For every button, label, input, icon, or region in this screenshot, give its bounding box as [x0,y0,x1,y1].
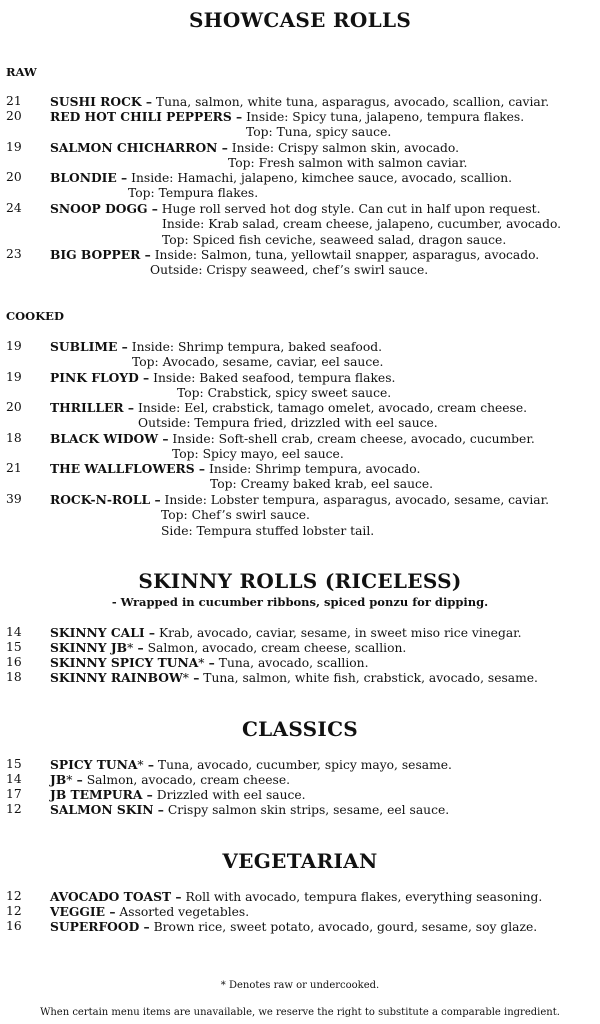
item-description-line: Top: Chef’s swirl sauce. [161,508,310,523]
item-name: THRILLER – [50,400,135,415]
item-description: Inside: Shrimp tempura, baked seafood. [127,340,383,354]
item-name: SUBLIME – [50,339,128,354]
raw-asterisk: * [198,656,205,670]
item-description: Brown rice, sweet potato, avocado, gourd, sesame, soy glaze. [149,920,538,934]
subhead-raw: RAW [6,65,37,79]
item-name: SALMON CHICHARRON – [50,140,228,155]
substitution-disclaimer: When certain menu items are unavailable, we reserve the right to substitute a comparable ingredient. [40,1007,560,1018]
item-name-dash: – [204,655,215,670]
item-description: Inside: Shrimp tempura, avocado. [205,462,421,476]
section-title-showcase-rolls: SHOWCASE ROLLS [188,8,412,32]
raw-disclaimer: * Denotes raw or undercooked. [220,980,380,991]
item-price: 19 [6,370,22,384]
item-name: JB TEMPURA – [50,787,153,802]
item-description: Tuna, salmon, white tuna, asparagus, avocado, scallion, caviar. [151,95,550,109]
item-description: Salmon, avocado, cream cheese, scallion. [143,641,407,655]
item-price: 20 [6,400,22,414]
item-name: BLONDIE – [50,170,128,185]
item-price: 12 [6,802,22,816]
subhead-cooked: COOKED [6,309,64,323]
item-price: 12 [6,904,22,918]
item-name: SKINNY CALI – [50,625,156,640]
item-description: Inside: Lobster tempura, asparagus, avocado, sesame, caviar. [160,493,550,507]
item-description-line: Top: Avocado, sesame, caviar, eel sauce. [132,355,384,370]
raw-asterisk: * [182,671,189,685]
item-name: AVOCADO TOAST – [50,889,182,904]
item-description: Inside: Spicy tuna, jalapeno, tempura flakes. [242,110,525,124]
item-name: SALMON SKIN – [50,802,164,817]
item-price: 17 [6,787,22,801]
item-description-line: Top: Creamy baked krab, eel sauce. [210,477,434,492]
item-name: THE WALLFLOWERS – [50,461,206,476]
item-price: 16 [6,919,22,933]
item-description: Inside: Eel, crabstick, tamago omelet, avocado, cream cheese. [134,401,528,415]
item-description: Inside: Crispy salmon skin, avocado. [227,141,459,155]
item-price: 39 [6,492,22,506]
item-name-dash: – [72,772,83,787]
item-description-line: Top: Tempura flakes. [128,186,259,201]
item-price: 15 [6,640,22,654]
item-description-line: Inside: Krab salad, cream cheese, jalapeno, cucumber, avocado. [162,217,562,232]
raw-asterisk: * [66,773,73,787]
item-description: Salmon, avocado, cream cheese. [82,773,291,787]
item-name: PINK FLOYD – [50,370,150,385]
item-price: 20 [6,109,22,123]
item-name: JB [50,772,67,787]
item-description-line: Top: Spiced fish ceviche, seaweed salad, dragon sauce. [162,232,507,247]
item-description: Assorted vegetables. [115,905,250,919]
section-title-skinny-rolls: SKINNY ROLLS (RICELESS) [138,569,462,593]
item-description: Inside: Baked seafood, tempura flakes. [149,371,396,385]
raw-asterisk: * [137,758,144,772]
item-price: 20 [6,170,22,184]
item-description: Inside: Soft-shell crab, cream cheese, avocado, cucumber. [168,432,535,446]
item-price: 24 [6,201,22,215]
item-description: Tuna, avocado, scallion. [214,656,369,670]
skinny-rolls-note: - Wrapped in cucumber ribbons, spiced ponzu for dipping. [111,595,489,609]
item-price: 21 [6,461,22,475]
item-name-dash: – [188,670,200,685]
item-description-line: Top: Spicy mayo, eel sauce. [172,447,344,462]
item-name-dash: – [133,640,144,655]
item-description: Tuna, avocado, cucumber, spicy mayo, sesame. [153,758,452,772]
item-name: VEGGIE – [50,904,116,919]
item-description: Roll with avocado, tempura flakes, everything seasoning. [181,890,543,904]
item-price: 23 [6,247,22,261]
item-description: Drizzled with eel sauce. [152,788,306,802]
item-name: ROCK-N-ROLL – [50,492,161,507]
item-price: 12 [6,889,22,903]
item-price: 18 [6,431,22,445]
item-price: 15 [6,757,22,771]
item-description-line: Side: Tempura stuffed lobster tail. [161,523,375,538]
item-price: 19 [6,140,22,154]
item-name: BIG BOPPER – [50,247,151,262]
item-description: Huge roll served hot dog style. Can cut in half upon request. [157,202,541,216]
item-description: Inside: Hamachi, jalapeno, kimchee sauce, avocado, scallion. [127,171,513,185]
item-description-line: Outside: Crispy seaweed, chef’s swirl sauce. [150,263,429,278]
item-description: Krab, avocado, caviar, sesame, in sweet miso rice vinegar. [155,626,522,640]
item-name: SKINNY SPICY TUNA [50,655,199,670]
raw-asterisk: * [127,641,134,655]
item-name: SUPERFOOD – [50,919,150,934]
item-name: SUSHI ROCK – [50,94,152,109]
item-description-line: Top: Tuna, spicy sauce. [246,125,392,140]
item-price: 14 [6,772,22,786]
item-description-line: Outside: Tempura fried, drizzled with eel sauce. [138,416,438,431]
item-name: SPICY TUNA [50,757,138,772]
item-name-dash: – [143,757,154,772]
item-price: 16 [6,655,22,669]
item-description: Tuna, salmon, white fish, crabstick, avocado, sesame. [199,671,538,685]
section-title-classics: CLASSICS [241,717,359,741]
item-price: 14 [6,625,22,639]
item-name: SNOOP DOGG – [50,201,158,216]
item-price: 19 [6,339,22,353]
item-description: Inside: Salmon, tuna, yellowtail snapper, asparagus, avocado. [150,248,540,262]
item-price: 21 [6,94,22,108]
item-name: SKINNY JB [50,640,128,655]
item-description: Crispy salmon skin strips, sesame, eel sauce. [163,803,450,817]
item-price: 18 [6,670,22,684]
item-description-line: Top: Fresh salmon with salmon caviar. [228,156,468,171]
item-name: RED HOT CHILI PEPPERS – [50,109,243,124]
item-name: SKINNY RAINBOW [50,670,183,685]
item-description-line: Top: Crabstick, spicy sweet sauce. [177,386,392,401]
section-title-vegetarian: VEGETARIAN [222,849,378,873]
item-name: BLACK WIDOW – [50,431,169,446]
